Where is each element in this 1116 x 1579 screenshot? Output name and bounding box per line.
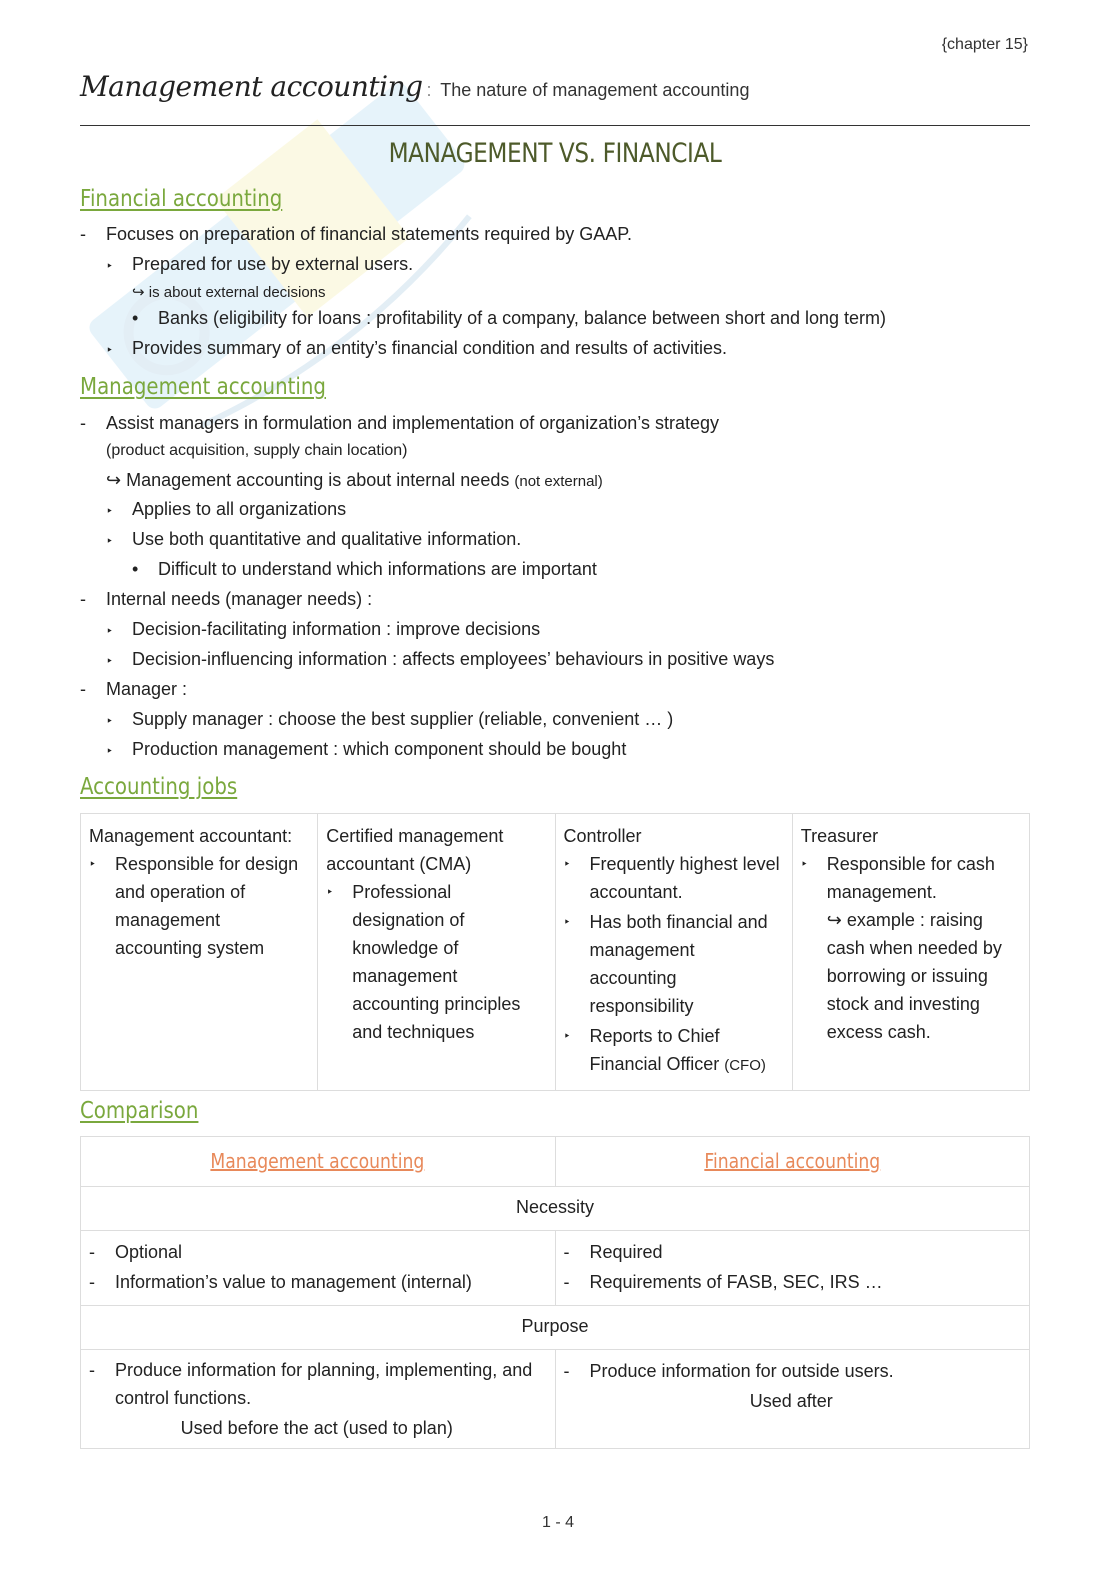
necessity-management-cell [81, 1231, 556, 1306]
bullet-marker: ‣ [106, 343, 114, 357]
job-item: ‣ Reports to Chief Financial Officer (CFO) [563, 1026, 766, 1074]
job-item: ‣ Professional designation of knowledge of management accounting principles and techniques [326, 882, 521, 1042]
purpose-management-cell [81, 1350, 556, 1449]
section-financial-accounting: Financial accounting [80, 186, 283, 212]
comparison-item: - Produce information for planning, implementing, and control functions. [89, 1360, 533, 1408]
financial-point-2: Prepared for use by external users. [132, 254, 414, 274]
comparison-category-purpose: Purpose [81, 1306, 1030, 1350]
dash-marker: - [80, 413, 86, 433]
management-internal-note [106, 470, 603, 491]
purpose-financial-cell [555, 1350, 1030, 1449]
management-point-6: Decision-facilitating information : improve decisions [132, 619, 541, 639]
management-point-5: Internal needs (manager needs) : [106, 589, 373, 609]
accounting-jobs-table [80, 813, 1030, 1091]
job-item-text: Frequently highest level accountant. [589, 854, 780, 902]
management-point-4: Difficult to understand which informations are important [158, 559, 597, 579]
necessity-financial-cell [555, 1231, 1030, 1306]
management-point-1-paren: (product acquisition, supply chain location) [106, 442, 408, 459]
purpose-financial-note: Used after [749, 1391, 833, 1411]
internal-note-paren: (not external) [514, 473, 603, 490]
job-title: Treasurer [800, 826, 879, 846]
job-item-abbrev: (CFO) [724, 1057, 766, 1074]
job-management-accountant [81, 814, 318, 1091]
comparison-item: - Optional [89, 1242, 183, 1262]
management-point-10: Production management : which component should be bought [132, 739, 627, 759]
dot-marker: • [132, 308, 139, 328]
job-item: ‣ Has both financial and management accounting responsibility [563, 912, 768, 1016]
management-point-9: Supply manager : choose the best supplier (reliable, convenient … ) [132, 709, 674, 729]
job-treasurer [792, 814, 1029, 1091]
dot-marker: • [132, 559, 139, 579]
section-accounting-jobs: Accounting jobs [80, 774, 238, 800]
purpose-management-note: Used before the act (used to plan) [180, 1418, 453, 1438]
bullet-marker: ‣ [106, 624, 114, 638]
management-point-8: Manager : [106, 679, 188, 699]
dash-marker: - [80, 589, 86, 609]
bullet-marker: ‣ [106, 259, 114, 273]
job-item: ‣ Responsible for cash management. ↪ example : raising cash when needed by borrowing or issuing stock and investing excess cash. [800, 854, 1002, 1042]
financial-point-3: Banks (eligibility for loans : profitability of a company, balance between short and long term) [158, 308, 887, 328]
management-point-2: Applies to all organizations [132, 499, 347, 519]
financial-note: ↪ is about external decisions [132, 284, 326, 301]
bullet-marker: ‣ [106, 714, 114, 728]
job-item-text: Responsible for design and operation of management accounting system [115, 854, 299, 958]
job-item-text: Responsible for cash management. [826, 854, 995, 902]
job-title: Controller [563, 826, 642, 846]
course-title: Management accounting [80, 70, 423, 103]
comparison-item: - Required [563, 1242, 663, 1262]
page-header [80, 70, 1030, 126]
job-item-text: Has both financial and management accounting responsibility [589, 912, 768, 1016]
job-title: Management accountant: [89, 826, 293, 846]
financial-point-1: Focuses on preparation of financial statements required by GAAP. [106, 224, 632, 244]
section-comparison: Comparison [80, 1098, 199, 1124]
financial-point-4: Provides summary of an entity’s financial condition and results of activities. [132, 338, 727, 358]
management-point-3: Use both quantitative and qualitative information. [132, 529, 522, 549]
chapter-label: {chapter 15} [941, 36, 1028, 53]
page-title: MANAGEMENT VS. FINANCIAL [388, 138, 722, 169]
bullet-marker: ‣ [106, 504, 114, 518]
comparison-item: - Requirements of FASB, SEC, IRS … [563, 1272, 883, 1292]
job-controller [555, 814, 792, 1091]
comparison-category-necessity: Necessity [81, 1187, 1030, 1231]
job-item: ‣ Responsible for design and operation of management accounting system [89, 854, 299, 958]
comparison-item: - Information’s value to management (internal) [89, 1272, 472, 1292]
comparison-item: - Produce information for outside users. [563, 1361, 894, 1381]
internal-note-text: ↪ Management accounting is about internal needs [106, 470, 510, 490]
job-item-text: Professional designation of knowledge of management accounting principles and techniques [352, 882, 521, 1042]
management-point-1: Assist managers in formulation and implementation of organization’s strategy [106, 413, 719, 433]
job-item-text: Reports to Chief Financial Officer [589, 1026, 720, 1074]
bullet-marker: ‣ [106, 654, 114, 668]
job-title: Certified management accountant (CMA) [326, 826, 504, 874]
chapter-subtitle: The nature of management accounting [440, 80, 750, 100]
bullet-marker: ‣ [106, 534, 114, 548]
comparison-header-management: Management accounting [81, 1137, 556, 1187]
section-management-accounting: Management accounting [80, 374, 326, 400]
header-separator: : [426, 80, 432, 100]
dash-marker: - [80, 224, 86, 244]
job-item-example: ↪ example : raising cash when needed by borrowing or issuing stock and investing excess cash. [826, 910, 1002, 1042]
management-point-7: Decision-influencing information : affects employees’ behaviours in positive ways [132, 649, 775, 669]
comparison-table [80, 1136, 1030, 1449]
job-item: ‣ Frequently highest level accountant. [563, 854, 780, 902]
dash-marker: - [80, 679, 86, 699]
job-cma [318, 814, 555, 1091]
page-number: 1 - 4 [541, 1514, 574, 1531]
bullet-marker: ‣ [106, 744, 114, 758]
comparison-header-financial: Financial accounting [555, 1137, 1030, 1187]
